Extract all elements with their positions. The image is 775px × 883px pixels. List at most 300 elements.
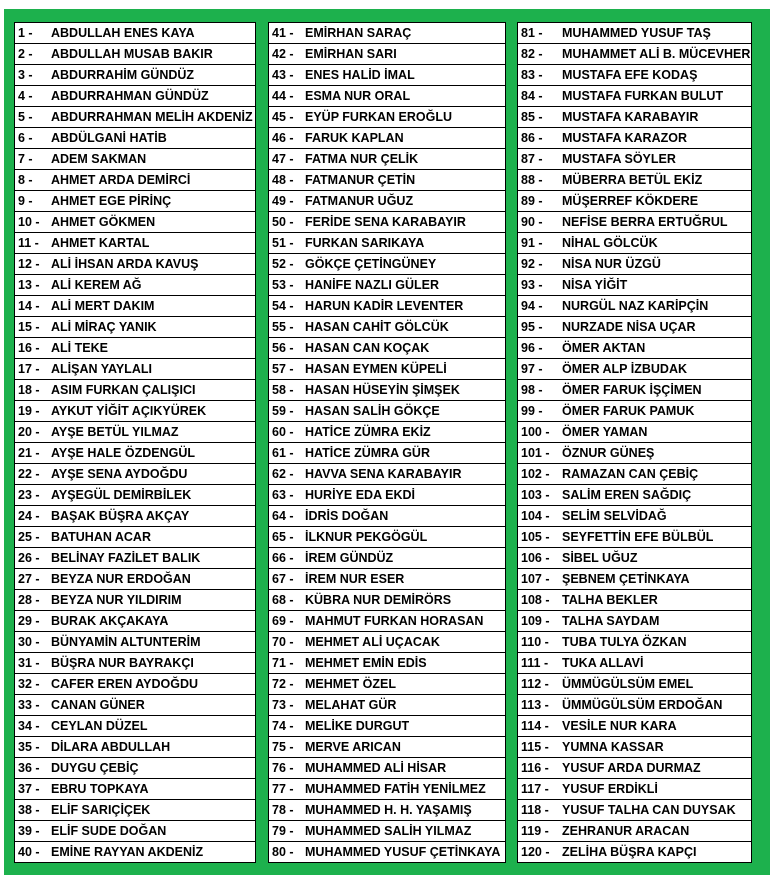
list-item (269, 779, 505, 800)
list-item-number: 98 - (521, 383, 543, 397)
list-item-number: 108 - (521, 593, 550, 607)
name-column-2 (268, 22, 506, 863)
list-item-name: MUHAMMED ALİ HİSAR (305, 761, 447, 775)
list-item-number: 80 - (272, 845, 294, 859)
list-item (15, 611, 255, 632)
list-item (518, 653, 751, 674)
list-item-number: 44 - (272, 89, 294, 103)
list-item (269, 506, 505, 527)
list-item (15, 338, 255, 359)
list-item-name: TALHA BEKLER (562, 593, 658, 607)
list-item (269, 275, 505, 296)
list-item-number: 20 - (18, 425, 40, 439)
list-item (15, 401, 255, 422)
list-item-number: 10 - (18, 215, 40, 229)
list-item-name: BEYZA NUR ERDOĞAN (51, 572, 191, 586)
list-item-name: DUYGU ÇEBİÇ (51, 761, 139, 775)
list-item-number: 25 - (18, 530, 40, 544)
list-item-number: 66 - (272, 551, 294, 565)
list-item (518, 86, 751, 107)
list-item-number: 83 - (521, 68, 543, 82)
list-item (269, 821, 505, 842)
list-item-name: ALİ MİRAÇ YANIK (51, 320, 157, 334)
list-item-name: NİSA YİĞİT (562, 278, 628, 292)
list-item-number: 105 - (521, 530, 550, 544)
list-item-number: 11 - (18, 236, 39, 250)
list-item-number: 63 - (272, 488, 294, 502)
list-item-number: 54 - (272, 299, 294, 313)
list-item-name: TUKA ALLAVİ (562, 656, 644, 670)
list-item (518, 401, 751, 422)
list-item-number: 27 - (18, 572, 40, 586)
list-item-name: MELAHAT GÜR (305, 698, 397, 712)
list-item (518, 254, 751, 275)
list-item-name: HASAN CAN KOÇAK (305, 341, 430, 355)
list-item-number: 29 - (18, 614, 40, 628)
list-item (518, 317, 751, 338)
list-item-number: 7 - (18, 152, 33, 166)
list-item-name: FURKAN SARIKAYA (305, 236, 425, 250)
list-item (518, 821, 751, 842)
list-item (15, 632, 255, 653)
list-item-name: ZELİHA BÜŞRA KAPÇI (562, 845, 697, 859)
list-item-number: 31 - (18, 656, 40, 670)
list-item-number: 16 - (18, 341, 40, 355)
list-item (518, 23, 751, 44)
list-item-number: 34 - (18, 719, 40, 733)
list-item-number: 18 - (18, 383, 40, 397)
list-item-number: 91 - (521, 236, 543, 250)
list-item-number: 49 - (272, 194, 294, 208)
list-item-number: 84 - (521, 89, 543, 103)
list-item (518, 338, 751, 359)
list-item-number: 97 - (521, 362, 543, 376)
list-item (518, 44, 751, 65)
list-item-name: MEHMET ÖZEL (305, 677, 396, 691)
list-item (518, 674, 751, 695)
list-item-number: 119 - (521, 824, 549, 838)
list-item (269, 443, 505, 464)
list-item (269, 632, 505, 653)
list-item-name: HASAN SALİH GÖKÇE (305, 404, 440, 418)
list-item-number: 120 - (521, 845, 550, 859)
list-item-name: VESİLE NUR KARA (562, 719, 677, 733)
list-item (269, 170, 505, 191)
list-item-number: 32 - (18, 677, 40, 691)
list-item-name: MEHMET ALİ UÇACAK (305, 635, 440, 649)
list-item-name: HATİCE ZÜMRA EKİZ (305, 425, 431, 439)
list-item (15, 170, 255, 191)
list-item-name: MUSTAFA FURKAN BULUT (562, 89, 724, 103)
list-item (518, 485, 751, 506)
list-item-name: ABDURRAHMAN MELİH AKDENİZ (51, 110, 253, 124)
list-item (269, 548, 505, 569)
list-item-name: ENES HALİD İMAL (305, 68, 415, 82)
list-item (269, 422, 505, 443)
list-item (15, 128, 255, 149)
list-item-number: 62 - (272, 467, 294, 481)
list-item-number: 39 - (18, 824, 40, 838)
list-item (15, 275, 255, 296)
list-item-number: 99 - (521, 404, 543, 418)
list-item (269, 695, 505, 716)
list-item (518, 233, 751, 254)
list-item (269, 128, 505, 149)
list-item (269, 842, 505, 863)
list-item (269, 254, 505, 275)
list-item (15, 107, 255, 128)
list-item-name: YUSUF ARDA DURMAZ (562, 761, 701, 775)
list-item (269, 590, 505, 611)
list-item-name: EMİRHAN SARAÇ (305, 26, 412, 40)
list-item-number: 96 - (521, 341, 543, 355)
list-item-number: 52 - (272, 257, 294, 271)
name-list-frame (4, 9, 770, 875)
list-item (15, 485, 255, 506)
list-item-name: SEYFETTİN EFE BÜLBÜL (562, 530, 714, 544)
list-item-number: 23 - (18, 488, 40, 502)
list-item-name: ŞEBNEM ÇETİNKAYA (562, 572, 690, 586)
list-item-number: 71 - (272, 656, 294, 670)
list-item-number: 9 - (18, 194, 33, 208)
list-item (518, 758, 751, 779)
list-item-name: HASAN EYMEN KÜPELİ (305, 362, 447, 376)
list-item-number: 53 - (272, 278, 294, 292)
list-item-number: 110 - (521, 635, 549, 649)
list-item (15, 422, 255, 443)
list-item-number: 75 - (272, 740, 294, 754)
list-item (269, 44, 505, 65)
list-item (15, 569, 255, 590)
list-item (269, 65, 505, 86)
list-item-number: 15 - (18, 320, 40, 334)
list-item-number: 36 - (18, 761, 40, 775)
list-item-number: 104 - (521, 509, 550, 523)
list-item-name: FATMA NUR ÇELİK (305, 152, 419, 166)
list-item-number: 78 - (272, 803, 294, 817)
list-item-number: 37 - (18, 782, 40, 796)
list-item (269, 527, 505, 548)
list-item-number: 86 - (521, 131, 543, 145)
list-item (15, 296, 255, 317)
list-item (518, 275, 751, 296)
list-item-number: 17 - (18, 362, 40, 376)
list-item-name: MUHAMMED H. H. YAŞAMIŞ (305, 803, 472, 817)
list-item-name: AYŞEGÜL DEMİRBİLEK (51, 488, 192, 502)
list-item-number: 81 - (521, 26, 543, 40)
list-item (518, 464, 751, 485)
list-item-name: YUSUF ERDİKLİ (562, 782, 658, 796)
list-item-name: HARUN KADİR LEVENTER (305, 299, 464, 313)
list-item (15, 737, 255, 758)
list-item (518, 191, 751, 212)
list-item-name: MUHAMMED FATİH YENİLMEZ (305, 782, 486, 796)
list-item (518, 548, 751, 569)
list-item-number: 60 - (272, 425, 294, 439)
list-item (518, 422, 751, 443)
list-item-number: 3 - (18, 68, 33, 82)
list-item-number: 88 - (521, 173, 543, 187)
list-item (15, 317, 255, 338)
list-item (15, 380, 255, 401)
list-item-number: 94 - (521, 299, 543, 313)
list-item-number: 24 - (18, 509, 40, 523)
list-item-name: MUSTAFA EFE KODAŞ (562, 68, 698, 82)
list-item (269, 464, 505, 485)
list-item-number: 68 - (272, 593, 294, 607)
list-item-name: AYKUT YİĞİT AÇIKYÜREK (51, 404, 207, 418)
list-item-number: 41 - (272, 26, 294, 40)
list-item-number: 45 - (272, 110, 294, 124)
list-item (15, 779, 255, 800)
list-item-number: 69 - (272, 614, 294, 628)
list-item (518, 695, 751, 716)
list-item-number: 51 - (272, 236, 294, 250)
list-item-number: 72 - (272, 677, 294, 691)
list-item-number: 70 - (272, 635, 294, 649)
list-item (269, 569, 505, 590)
list-item-number: 6 - (18, 131, 33, 145)
list-item (269, 233, 505, 254)
list-item-name: GÖKÇE ÇETİNGÜNEY (305, 257, 437, 271)
list-item (15, 23, 255, 44)
list-item-name: HANİFE NAZLI GÜLER (305, 278, 440, 292)
list-item-number: 92 - (521, 257, 543, 271)
list-item (518, 359, 751, 380)
list-item-number: 95 - (521, 320, 543, 334)
list-item-name: FATMANUR ÇETİN (305, 173, 416, 187)
list-item-number: 58 - (272, 383, 294, 397)
list-item-name: ÖMER FARUK PAMUK (562, 404, 695, 418)
list-item (269, 191, 505, 212)
list-item (518, 170, 751, 191)
list-item-name: ÖMER ALP İZBUDAK (562, 362, 687, 376)
list-item-name: MUHAMMED YUSUF ÇETİNKAYA (305, 845, 501, 859)
list-item (269, 23, 505, 44)
list-item-name: AHMET GÖKMEN (51, 215, 156, 229)
list-item (518, 149, 751, 170)
list-item (269, 716, 505, 737)
list-item-name: HAVVA SENA KARABAYIR (305, 467, 462, 481)
list-item (15, 44, 255, 65)
list-item-number: 67 - (272, 572, 294, 586)
list-item (269, 800, 505, 821)
list-item-name: EMİRHAN SARI (305, 47, 397, 61)
list-item (15, 212, 255, 233)
list-item-number: 2 - (18, 47, 33, 61)
list-item-name: ALİ TEKE (51, 341, 108, 355)
list-item-name: DİLARA ABDULLAH (51, 740, 171, 754)
list-item-number: 26 - (18, 551, 40, 565)
list-item-number: 87 - (521, 152, 543, 166)
list-item (15, 506, 255, 527)
list-item-name: BÜŞRA NUR BAYRAKÇI (51, 656, 194, 670)
list-item (518, 611, 751, 632)
list-item-name: ÖMER AKTAN (562, 341, 646, 355)
list-item-name: BAŞAK BÜŞRA AKÇAY (51, 509, 190, 523)
list-item (15, 653, 255, 674)
list-item-name: AYŞE SENA AYDOĞDU (51, 467, 188, 481)
list-item-number: 30 - (18, 635, 40, 649)
list-item (269, 485, 505, 506)
list-item (269, 149, 505, 170)
list-item (15, 65, 255, 86)
list-item (518, 590, 751, 611)
list-item-number: 8 - (18, 173, 33, 187)
list-item-name: ÜMMÜGÜLSÜM EMEL (562, 677, 694, 691)
list-item-number: 74 - (272, 719, 294, 733)
list-item-name: AHMET EGE PİRİNÇ (51, 194, 172, 208)
list-item-name: ÖMER FARUK İŞÇİMEN (562, 383, 702, 397)
list-item (269, 401, 505, 422)
list-item (15, 86, 255, 107)
list-item-number: 73 - (272, 698, 294, 712)
list-item-number: 93 - (521, 278, 543, 292)
list-item (269, 212, 505, 233)
list-item-name: AYŞE BETÜL YILMAZ (51, 425, 179, 439)
list-item-name: BATUHAN ACAR (51, 530, 151, 544)
list-item-number: 114 - (521, 719, 549, 733)
list-item-name: ALİ İHSAN ARDA KAVUŞ (51, 257, 199, 271)
list-item-number: 12 - (18, 257, 40, 271)
list-item-name: ABDULLAH ENES KAYA (51, 26, 195, 40)
name-column-3 (517, 22, 752, 863)
list-item-name: NURZADE NİSA UÇAR (562, 320, 696, 334)
list-item (15, 191, 255, 212)
list-item-name: İREM GÜNDÜZ (305, 551, 394, 565)
list-item (269, 338, 505, 359)
list-item-name: ÖZNUR GÜNEŞ (562, 446, 655, 460)
list-item-number: 21 - (18, 446, 40, 460)
list-item-number: 28 - (18, 593, 40, 607)
list-item-name: TUBA TULYA ÖZKAN (562, 635, 687, 649)
list-item-number: 107 - (521, 572, 550, 586)
list-item-number: 102 - (521, 467, 550, 481)
list-item-name: ÖMER YAMAN (562, 425, 648, 439)
list-item (15, 800, 255, 821)
list-item-number: 90 - (521, 215, 543, 229)
list-item-name: ABDURRAHİM GÜNDÜZ (51, 68, 195, 82)
list-item (518, 800, 751, 821)
list-item-name: TALHA SAYDAM (562, 614, 660, 628)
list-item-number: 113 - (521, 698, 549, 712)
name-column-1 (14, 22, 256, 863)
list-item (518, 107, 751, 128)
list-item (518, 527, 751, 548)
list-item-name: ALİ KEREM AĞ (51, 278, 142, 292)
list-item-name: SİBEL UĞUZ (562, 551, 638, 565)
list-item-name: NİSA NUR ÜZGÜ (562, 257, 661, 271)
list-item-number: 42 - (272, 47, 294, 61)
list-item-number: 79 - (272, 824, 294, 838)
list-item-number: 112 - (521, 677, 549, 691)
list-item (269, 758, 505, 779)
list-item-name: ABDÜLGANİ HATİB (51, 131, 167, 145)
list-item-number: 14 - (18, 299, 40, 313)
list-item-number: 118 - (521, 803, 549, 817)
list-item (269, 359, 505, 380)
list-item (269, 86, 505, 107)
list-item-number: 106 - (521, 551, 550, 565)
list-item (269, 653, 505, 674)
list-item-name: NEFİSE BERRA ERTUĞRUL (562, 215, 728, 229)
list-item-name: MÜBERRA BETÜL EKİZ (562, 173, 703, 187)
list-item-name: MÜŞERREF KÖKDERE (562, 194, 699, 208)
list-item-number: 19 - (18, 404, 40, 418)
list-item-name: MERVE ARICAN (305, 740, 401, 754)
list-item (518, 506, 751, 527)
list-item (518, 632, 751, 653)
list-item-number: 100 - (521, 425, 550, 439)
list-item-number: 101 - (521, 446, 550, 460)
list-item (15, 548, 255, 569)
list-item-name: MUSTAFA KARAZOR (562, 131, 687, 145)
list-item-name: ASIM FURKAN ÇALIŞICI (51, 383, 196, 397)
list-item-name: MUHAMMED SALİH YILMAZ (305, 824, 472, 838)
list-item-name: MUSTAFA SÖYLER (562, 152, 676, 166)
list-item (269, 674, 505, 695)
list-item-name: BEYZA NUR YILDIRIM (51, 593, 182, 607)
list-item (269, 380, 505, 401)
list-item (15, 149, 255, 170)
list-item-name: FERİDE SENA KARABAYIR (305, 215, 466, 229)
list-item-name: ELİF SARIÇİÇEK (51, 803, 151, 817)
list-item-number: 1 - (18, 26, 33, 40)
list-item-name: MUHAMMED YUSUF TAŞ (562, 26, 711, 40)
list-item (518, 128, 751, 149)
list-item-number: 57 - (272, 362, 294, 376)
list-item-name: FATMANUR UĞUZ (305, 194, 414, 208)
list-item-name: ÜMMÜGÜLSÜM ERDOĞAN (562, 698, 723, 712)
list-item-name: EYÜP FURKAN EROĞLU (305, 110, 453, 124)
list-item-number: 115 - (521, 740, 549, 754)
list-item-number: 116 - (521, 761, 549, 775)
list-item-number: 109 - (521, 614, 550, 628)
list-item (269, 296, 505, 317)
list-item-name: AHMET ARDA DEMİRCİ (51, 173, 191, 187)
list-item-name: İREM NUR ESER (305, 572, 405, 586)
list-item (15, 674, 255, 695)
list-item-name: AHMET KARTAL (51, 236, 150, 250)
list-item-number: 111 - (521, 656, 549, 670)
list-item (15, 716, 255, 737)
list-item-number: 33 - (18, 698, 40, 712)
list-item-name: HASAN CAHİT GÖLCÜK (305, 320, 449, 334)
list-item (15, 842, 255, 863)
list-item-name: EMİNE RAYYAN AKDENİZ (51, 845, 204, 859)
list-item-name: CANAN GÜNER (51, 698, 145, 712)
list-item-name: BELİNAY FAZİLET BALIK (51, 551, 201, 565)
list-item-number: 22 - (18, 467, 40, 481)
list-item (15, 821, 255, 842)
list-item-number: 64 - (272, 509, 294, 523)
list-item-name: YUSUF TALHA CAN DUYSAK (562, 803, 736, 817)
list-item-name: MUSTAFA KARABAYIR (562, 110, 699, 124)
list-item (269, 611, 505, 632)
list-item (15, 443, 255, 464)
list-item-number: 65 - (272, 530, 294, 544)
list-item (518, 737, 751, 758)
list-item-number: 50 - (272, 215, 294, 229)
list-item-number: 82 - (521, 47, 543, 61)
list-item-name: HATİCE ZÜMRA GÜR (305, 446, 430, 460)
list-item-number: 56 - (272, 341, 294, 355)
list-item-name: KÜBRA NUR DEMİRÖRS (305, 593, 452, 607)
list-item (15, 254, 255, 275)
list-item-number: 77 - (272, 782, 294, 796)
list-item-number: 4 - (18, 89, 33, 103)
list-item-name: YUMNA KASSAR (562, 740, 664, 754)
